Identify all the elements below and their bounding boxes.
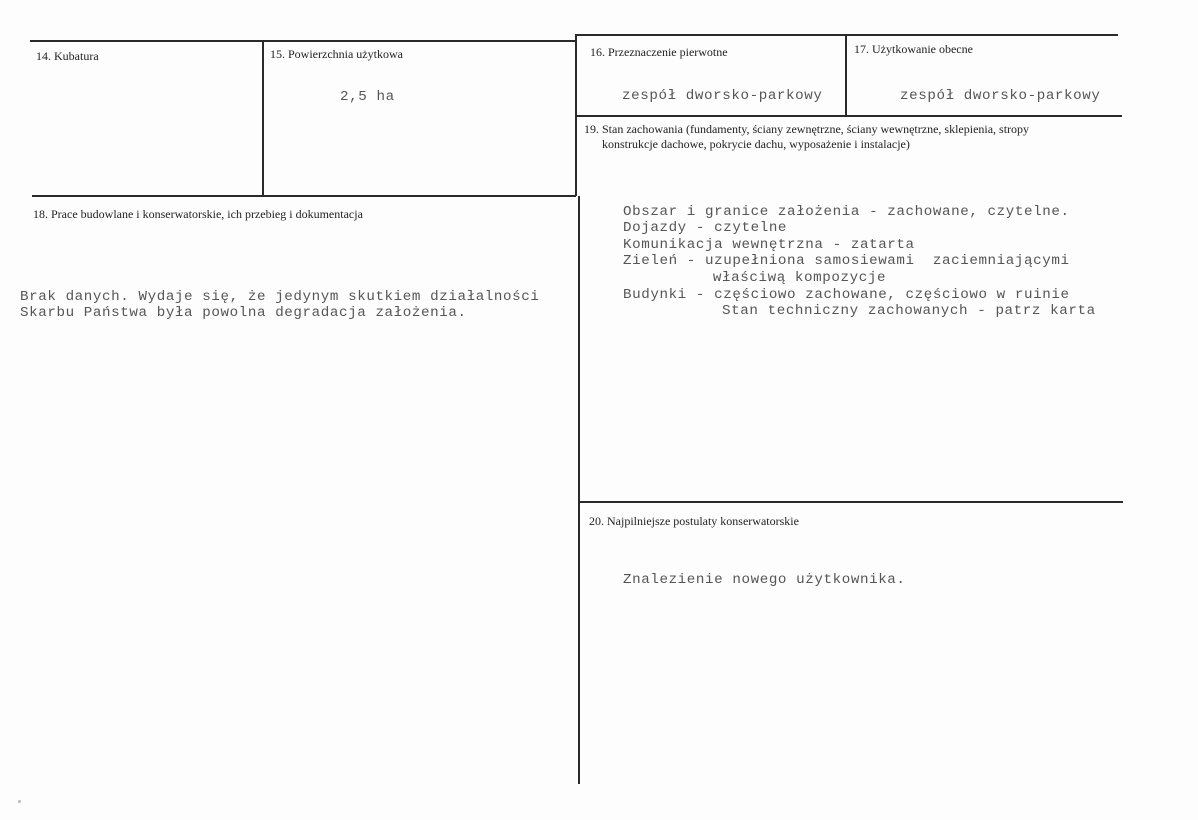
- field-19-line: Budynki - częściowo zachowane, częściowo w ruinie: [623, 287, 1070, 303]
- field-19-line: Komunikacja wewnętrzna - zatarta: [623, 237, 915, 253]
- top-rule-left: [30, 40, 576, 42]
- field-19-label-line2: konstrukcje dachowe, pokrycie dachu, wyposażenie i instalacje): [602, 137, 910, 151]
- field-17-label: 17. Użytkowanie obecne: [854, 42, 973, 56]
- field-19-line: właściwą kompozycje: [640, 270, 887, 286]
- field-19-line: Dojazdy - czytelne: [623, 220, 788, 236]
- field-14-label: 14. Kubatura: [36, 49, 99, 63]
- field-15-label: 15. Powierzchnia użytkowa: [270, 47, 403, 61]
- rule-above-20: [579, 501, 1123, 503]
- field-16-value: zespół dworsko-parkowy: [622, 88, 823, 104]
- field-19-label: [584, 122, 1029, 152]
- divider-main-lower: [578, 196, 580, 784]
- field-19-line: Obszar i granice założenia - zachowane, czytelne.: [623, 204, 1070, 220]
- rule-below-16-17: [576, 115, 1122, 117]
- field-19-label-line1: 19. Stan zachowania (fundamenty, ściany zewnętrzne, ściany wewnętrzne, sklepienia, stropy: [584, 122, 1030, 136]
- field-18-label: 18. Prace budowlane i konserwatorskie, ich przebieg i dokumentacja: [33, 207, 363, 221]
- divider-14-15: [262, 40, 264, 196]
- divider-16-17: [845, 34, 847, 116]
- field-19-line: Zieleń - uzupełniona samosiewami zaciemniającymi: [623, 253, 1070, 269]
- field-17-value: zespół dworsko-parkowy: [900, 88, 1101, 104]
- field-16-label: 16. Przeznaczenie pierwotne: [590, 45, 728, 59]
- field-18-line: Brak danych. Wydaje się, że jedynym skutkiem działalności: [20, 289, 540, 305]
- field-20-value: Znalezienie nowego użytkownika.: [623, 572, 906, 588]
- field-18-line: Skarbu Państwa była powolna degradacja założenia.: [20, 305, 467, 321]
- scan-speck: [18, 800, 21, 803]
- field-20-label: 20. Najpilniejsze postulaty konserwatorskie: [589, 514, 799, 528]
- field-15-value: 2,5 ha: [340, 89, 395, 105]
- top-rule-right: [576, 34, 1118, 36]
- rule-below-14-15: [32, 195, 576, 197]
- field-19-line: Stan techniczny zachowanych - patrz karta: [640, 303, 1096, 319]
